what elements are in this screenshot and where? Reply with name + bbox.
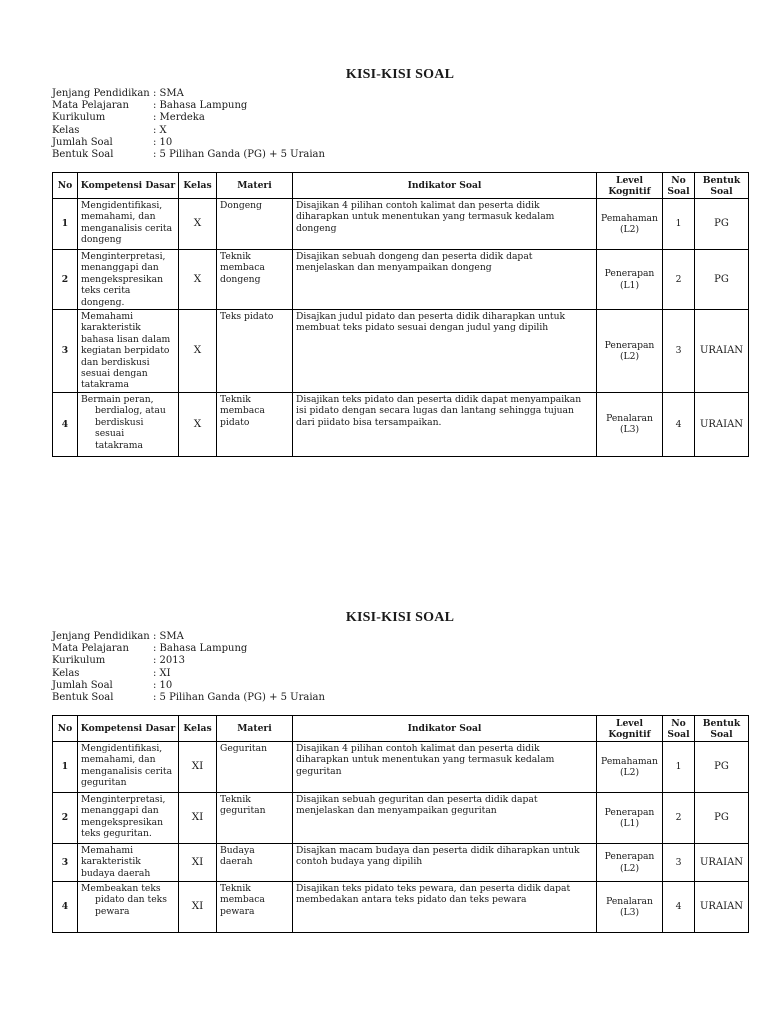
meta-value: : SMA — [153, 88, 184, 99]
meta-value: : 5 Pilihan Ganda (PG) + 5 Uraian — [153, 149, 325, 161]
kisi-table — [52, 715, 749, 933]
meta-row — [52, 668, 748, 680]
cell-no-soal: 1 — [663, 742, 695, 793]
cell-no-soal: 2 — [663, 250, 695, 310]
header-indikator-soal: Indikator Soal — [293, 716, 597, 742]
cell-bentuk-soal: URAIAN — [695, 392, 749, 456]
cell-no-soal: 3 — [663, 310, 695, 393]
cell-materi: Budaya daerah — [217, 844, 293, 882]
cell-level-kognitif: Penerapan (L2) — [597, 310, 663, 393]
meta-row — [52, 149, 748, 161]
page-title: KISI-KISI SOAL — [345, 67, 455, 82]
header-indikator-soal: Indikator Soal — [293, 173, 597, 199]
document-meta — [52, 88, 748, 161]
document-section-2 — [52, 609, 748, 704]
cell-bentuk-soal: PG — [695, 250, 749, 310]
header-bentuk-soal: Bentuk Soal — [695, 716, 749, 742]
cell-no: 1 — [53, 742, 78, 793]
cell-kelas: X — [179, 199, 217, 250]
cell-no: 3 — [53, 310, 78, 393]
meta-value: : 2013 — [153, 655, 185, 667]
meta-value: : 5 Pilihan Ganda (PG) + 5 Uraian — [153, 692, 325, 704]
cell-indikator-soal: Disajikan teks pidato dan peserta didik dapat menyampaikan isi pidato dengan secara lugas dan lantang sehingga tujuan dari piidato bisa tersampaikan. — [293, 392, 597, 456]
table-row — [53, 882, 749, 933]
cell-no: 2 — [53, 250, 78, 310]
cell-no: 4 — [53, 882, 78, 933]
meta-value: : SMA — [153, 631, 184, 642]
cell-level-kognitif: Penerapan (L2) — [597, 844, 663, 882]
document-meta — [52, 631, 748, 704]
cell-kompetensi-dasar — [78, 882, 179, 933]
cell-no-soal: 1 — [663, 199, 695, 250]
meta-label: Bentuk Soal — [52, 692, 114, 704]
meta-row — [52, 125, 748, 137]
meta-label: Jumlah Soal — [52, 679, 113, 691]
cell-kelas: XI — [179, 844, 217, 882]
table-row — [53, 844, 749, 882]
header-level-kognitif: Level Kognitif — [597, 716, 663, 742]
meta-value: : 10 — [153, 679, 173, 691]
header-no-soal: No Soal — [663, 173, 695, 199]
page-title: KISI-KISI SOAL — [345, 610, 455, 625]
meta-row — [52, 631, 748, 643]
cell-indikator-soal: Disajikan 4 pilihan contoh kalimat dan peserta didik diharapkan untuk menentukan yang termasuk kedalam dongeng — [293, 199, 597, 250]
meta-value: : XI — [153, 667, 171, 679]
cell-no: 1 — [53, 199, 78, 250]
table-header-row — [53, 716, 749, 742]
table-header-row — [53, 173, 749, 199]
cell-kompetensi-dasar: Memahami karakteristik budaya daerah — [78, 844, 179, 882]
cell-materi: Teknik membaca pewara — [217, 882, 293, 933]
cell-no: 2 — [53, 793, 78, 844]
cell-kelas: XI — [179, 882, 217, 933]
cell-indikator-soal: Disajkan judul pidato dan peserta didik diharapkan untuk membuat teks pidato sesuai dengan judul yang dipilih — [293, 310, 597, 393]
table-row — [53, 742, 749, 793]
meta-label: Mata Pelajaran — [52, 643, 129, 655]
table-row — [53, 250, 749, 310]
cell-kompetensi-dasar: Menginterpretasi, menanggapi dan mengekspresikan teks cerita dongeng. — [78, 250, 179, 310]
meta-value: : 10 — [153, 136, 173, 148]
kd-continuation: berdialog, atau berdiskusi sesuai tatakrama — [95, 405, 166, 451]
cell-indikator-soal: Disajikan 4 pilihan contoh kalimat dan peserta didik diharapkan untuk menentukan yang termasuk kedalam geguritan — [293, 742, 597, 793]
meta-value: : X — [153, 124, 167, 136]
header-kelas: Kelas — [179, 716, 217, 742]
cell-kompetensi-dasar: Menginterpretasi, menanggapi dan mengekspresikan teks geguritan. — [78, 793, 179, 844]
table-row — [53, 793, 749, 844]
cell-bentuk-soal: PG — [695, 199, 749, 250]
cell-materi: Teknik membaca pidato — [217, 392, 293, 456]
cell-level-kognitif: Penalaran (L3) — [597, 392, 663, 456]
cell-kompetensi-dasar: Memahami karakteristik bahasa lisan dalam kegiatan berpidato dan berdiskusi sesuai dengan tatakrama — [78, 310, 179, 393]
meta-label: Jenjang Pendidikan — [52, 88, 150, 99]
cell-kelas: XI — [179, 742, 217, 793]
meta-label: Jumlah Soal — [52, 136, 113, 148]
cell-level-kognitif: Penalaran (L3) — [597, 882, 663, 933]
cell-indikator-soal: Disajikan sebuah dongeng dan peserta didik dapat menjelaskan dan menyampaikan dongeng — [293, 250, 597, 310]
cell-bentuk-soal: PG — [695, 793, 749, 844]
meta-row — [52, 112, 748, 124]
cell-materi: Dongeng — [217, 199, 293, 250]
header-materi: Materi — [217, 716, 293, 742]
header-bentuk-soal: Bentuk Soal — [695, 173, 749, 199]
cell-bentuk-soal: PG — [695, 742, 749, 793]
header-kompetensi-dasar: Kompetensi Dasar — [78, 716, 179, 742]
kisi-table-wrapper-2 — [52, 715, 748, 933]
meta-label: Kurikulum — [52, 112, 106, 124]
header-kompetensi-dasar: Kompetensi Dasar — [78, 173, 179, 199]
cell-no: 4 — [53, 392, 78, 456]
cell-kelas: X — [179, 310, 217, 393]
cell-indikator-soal: Disajikan teks pidato teks pewara, dan peserta didik dapat membedakan antara teks pidato dan teks pewara — [293, 882, 597, 933]
cell-indikator-soal: Disajikan sebuah geguritan dan peserta didik dapat menjelaskan dan menyampaikan geguritan — [293, 793, 597, 844]
meta-label: Jenjang Pendidikan — [52, 631, 150, 642]
table-row — [53, 310, 749, 393]
cell-indikator-soal: Disajkan macam budaya dan peserta didik diharapkan untuk contoh budaya yang dipilih — [293, 844, 597, 882]
meta-label: Kelas — [52, 667, 80, 679]
meta-label: Mata Pelajaran — [52, 100, 129, 112]
cell-no-soal: 3 — [663, 844, 695, 882]
cell-kompetensi-dasar: Mengidentifikasi, memahami, dan menganalisis cerita geguritan — [78, 742, 179, 793]
document-section-1 — [52, 66, 748, 161]
kisi-table-wrapper-1 — [52, 172, 748, 457]
meta-value: : Merdeka — [153, 112, 205, 124]
kd-line: Bermain peran, — [81, 393, 154, 405]
meta-row — [52, 643, 748, 655]
cell-bentuk-soal: URAIAN — [695, 310, 749, 393]
meta-row — [52, 137, 748, 149]
cell-no: 3 — [53, 844, 78, 882]
cell-kelas: X — [179, 392, 217, 456]
header-no: No — [53, 716, 78, 742]
table-row — [53, 199, 749, 250]
header-kelas: Kelas — [179, 173, 217, 199]
table-row — [53, 392, 749, 456]
cell-kompetensi-dasar — [78, 392, 179, 456]
meta-value: : Bahasa Lampung — [153, 643, 248, 655]
cell-level-kognitif: Penerapan (L1) — [597, 250, 663, 310]
cell-bentuk-soal: URAIAN — [695, 844, 749, 882]
cell-level-kognitif: Pemahaman (L2) — [597, 199, 663, 250]
cell-level-kognitif: Penerapan (L1) — [597, 793, 663, 844]
cell-kelas: X — [179, 250, 217, 310]
cell-no-soal: 4 — [663, 882, 695, 933]
meta-row — [52, 692, 748, 704]
cell-materi: Teknik membaca dongeng — [217, 250, 293, 310]
meta-row — [52, 655, 748, 667]
meta-value: : Bahasa Lampung — [153, 100, 248, 112]
cell-materi: Geguritan — [217, 742, 293, 793]
meta-label: Bentuk Soal — [52, 149, 114, 161]
header-no-soal: No Soal — [663, 716, 695, 742]
kd-continuation: pidato dan teks pewara — [95, 894, 167, 917]
meta-row — [52, 100, 748, 112]
cell-materi: Teknik geguritan — [217, 793, 293, 844]
cell-no-soal: 2 — [663, 793, 695, 844]
meta-label: Kurikulum — [52, 655, 106, 667]
cell-no-soal: 4 — [663, 392, 695, 456]
header-level-kognitif: Level Kognitif — [597, 173, 663, 199]
cell-level-kognitif: Pemahaman (L2) — [597, 742, 663, 793]
meta-row — [52, 680, 748, 692]
meta-label: Kelas — [52, 124, 80, 136]
kd-line: Membeakan teks — [81, 883, 161, 894]
cell-bentuk-soal: URAIAN — [695, 882, 749, 933]
cell-materi: Teks pidato — [217, 310, 293, 393]
header-materi: Materi — [217, 173, 293, 199]
meta-row — [52, 88, 748, 100]
kisi-table — [52, 172, 749, 457]
cell-kompetensi-dasar: Mengidentifikasi, memahami, dan menganalisis cerita dongeng — [78, 199, 179, 250]
header-no: No — [53, 173, 78, 199]
cell-kelas: XI — [179, 793, 217, 844]
